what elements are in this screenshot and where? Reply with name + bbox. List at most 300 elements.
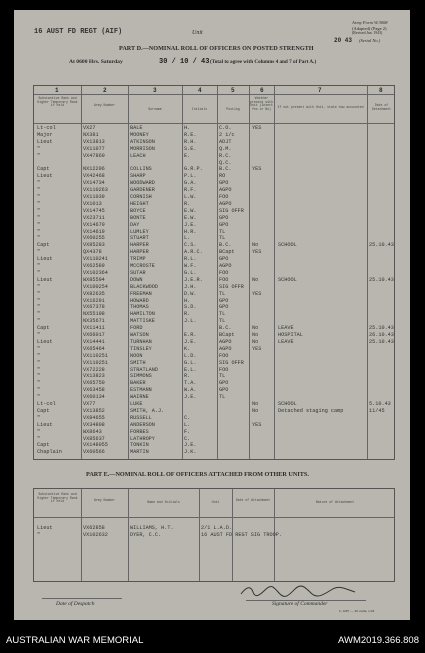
cell-name: MATTISKE <box>130 318 155 325</box>
cell-name: FORBES <box>130 428 149 435</box>
cell-name: DAY <box>130 221 140 228</box>
cell-num: NX381 <box>83 131 99 138</box>
cell-present: YES <box>252 166 262 173</box>
cell-init: J.E. <box>184 338 197 345</box>
cell-rank: Lieut <box>37 173 53 180</box>
cell-name: BOYCE <box>130 207 146 214</box>
cell-rank: Capt <box>37 325 50 332</box>
cell-name: SMITH, A.J. <box>130 407 165 414</box>
cell-init: C. <box>184 414 191 421</box>
cell-name: LUKE <box>130 401 143 407</box>
cell-init: J.K. <box>184 449 197 456</box>
cell-present: No <box>252 401 259 407</box>
signature-label: Signature of Commander <box>272 601 328 607</box>
cell-init: J.E. <box>184 442 197 449</box>
cell-num: VX47860 <box>83 152 105 159</box>
cell-rank: " <box>37 352 41 359</box>
part-d-rows <box>34 125 394 459</box>
cell-num: NX12296 <box>83 166 105 173</box>
cell-name: HARPER <box>130 249 149 256</box>
cell-init: R.L. <box>184 256 197 263</box>
cell-num: VX67378 <box>83 304 105 311</box>
cell-post: SIG OFFR <box>219 283 244 290</box>
cell-name: TINSLEY <box>130 345 152 352</box>
col-num-4: 4 <box>198 87 202 94</box>
cell-init: G.A. <box>184 180 197 187</box>
cell-name: ANDERSON <box>130 421 155 428</box>
col-num-3: 3 <box>153 87 157 94</box>
cell-post: GPO <box>219 180 229 187</box>
unit-label: Unit <box>192 30 203 36</box>
e-header-date: Date of Attachment <box>235 498 271 502</box>
cell-name: BONTE <box>130 214 146 221</box>
cell-num: VX63458 <box>83 387 105 394</box>
cell-post: BCapt <box>219 332 235 338</box>
cell-rank: " <box>37 359 41 366</box>
cell-init: K. <box>184 345 191 352</box>
cell-rank: " <box>37 297 41 304</box>
cell-name: GARDENER <box>130 187 155 194</box>
cell-num: VX60566 <box>83 449 105 456</box>
cell-date: 25.10.43 <box>369 338 394 345</box>
cell-init: G.L. <box>184 269 197 276</box>
cell-post: FOO <box>219 366 229 373</box>
date-of-despatch: Date of Despatch <box>56 601 95 607</box>
cell-present: YES <box>252 345 262 352</box>
cell-init: R. <box>184 311 191 318</box>
col-num-7: 7 <box>318 87 322 94</box>
cell-num: VX13813 <box>83 138 105 145</box>
cell-post: GPO <box>219 297 229 304</box>
cell-init: H. <box>184 297 191 304</box>
cell-init: A.R.C. <box>184 249 203 256</box>
cell-rank: Lieut <box>37 256 53 263</box>
cell-num: VX110251 <box>83 359 108 366</box>
cell-init: P.L. <box>184 173 197 180</box>
col-num-2: 2 <box>103 87 107 94</box>
col-num-8: 8 <box>379 87 383 94</box>
cell-name: HARPER <box>130 242 149 249</box>
cell-post: FOO <box>219 276 229 283</box>
cell-num: NX55198 <box>83 311 105 318</box>
cell-note: LEAVE <box>278 338 294 345</box>
cell-init: R.H. <box>184 138 197 145</box>
cell-name: STRATLAND <box>130 366 159 373</box>
cell-init: D.W. <box>184 290 197 297</box>
cell-name: SHARP <box>130 173 146 180</box>
cell-post: TL <box>219 311 226 318</box>
cell-rank: " <box>37 414 41 421</box>
cell-post: TL <box>219 373 226 380</box>
cell-post: BCapt <box>219 249 235 256</box>
cell-name: ATKINSON <box>130 138 155 145</box>
cell-rank: " <box>37 263 41 269</box>
col-num-5: 5 <box>231 87 235 94</box>
cell-name: FREEMAN <box>130 290 152 297</box>
cell-rank: Lieut <box>37 138 53 145</box>
cell-num: VX42468 <box>83 173 105 180</box>
cell-post: B.C. <box>219 242 232 249</box>
table-row <box>34 449 394 456</box>
cell-note: HOSPITAL <box>278 332 303 338</box>
cell-rank: " <box>37 283 41 290</box>
form-ref-1: Army Form W.3008 <box>352 20 388 25</box>
cell-present: No <box>252 332 259 338</box>
cell-post: AGPO <box>219 200 232 207</box>
cell-init: J.H. <box>184 283 197 290</box>
cell-num: VX85637 <box>83 435 105 442</box>
cell-rank: " <box>37 373 41 380</box>
cell-num: VX14734 <box>83 180 105 187</box>
cell-rank: " <box>37 221 41 228</box>
table-row <box>34 532 394 539</box>
cell-present: YES <box>252 290 262 297</box>
cell-present: YES <box>252 125 262 131</box>
cell-init: J.E.R. <box>184 276 203 283</box>
at-hrs-label: At 0600 Hrs. Saturday <box>69 59 123 65</box>
cell-init: W.F. <box>184 263 197 269</box>
cell-rank: Chaplain <box>37 449 62 456</box>
e-header-name: Name and Initials <box>147 500 180 504</box>
cell-present: YES <box>252 421 262 428</box>
col-num-1: 1 <box>55 87 59 94</box>
cell-rank: Lieut <box>37 525 53 531</box>
cell-name: WAIRNE <box>130 394 149 401</box>
cell-note: SCHOOL <box>278 401 297 407</box>
cell-init: L. <box>184 235 191 242</box>
cell-date: 11/45 <box>369 407 385 414</box>
cell-num: VX23711 <box>83 214 105 221</box>
cell-name: HOWARD <box>130 297 149 304</box>
cell-rank: " <box>37 187 41 194</box>
cell-name: BAKER <box>130 380 146 387</box>
cell-name: ESTMANN <box>130 387 152 394</box>
cell-num: VX84655 <box>83 414 105 421</box>
cell-rank: " <box>37 311 41 318</box>
cell-rank: Major <box>37 131 53 138</box>
form-ref-2: (Adapted) (Page 2) <box>352 26 387 31</box>
cell-init: J.L. <box>184 318 197 325</box>
cell-num: VX102364 <box>83 269 108 276</box>
cell-num: QX4378 <box>83 249 102 256</box>
cell-post: AGPO <box>219 338 232 345</box>
cell-num: VX14441 <box>83 338 105 345</box>
cell-num: VX100254 <box>83 283 108 290</box>
cell-init: T.A. <box>184 380 197 387</box>
cell-num: VX72228 <box>83 366 105 373</box>
cell-num: VX60255 <box>83 235 105 242</box>
cell-rank: " <box>37 428 41 435</box>
cell-rank: " <box>37 532 41 538</box>
cell-init: R.F. <box>184 187 197 194</box>
cell-num: VX13823 <box>83 373 105 380</box>
cell-num: VX82635 <box>83 290 105 297</box>
cell-rank: " <box>37 394 41 401</box>
cell-rank: " <box>37 387 41 394</box>
cell-num: WX85594 <box>83 276 105 283</box>
cell-name: BALE <box>130 125 143 131</box>
cell-name: DOWN <box>130 276 143 283</box>
cell-post: AGPO <box>219 263 232 269</box>
cell-date: 25.10.43 <box>369 276 394 283</box>
cell-post: FOO <box>219 194 229 200</box>
e-header-nature: Nature of Attachment <box>315 500 355 504</box>
cell-num: VX66017 <box>83 332 105 338</box>
cell-name: SUTAR <box>130 269 146 276</box>
part-e-table <box>33 488 395 582</box>
footer-bar <box>0 620 425 653</box>
cell-post: GPO <box>219 256 229 263</box>
cell-init: C. <box>184 435 191 442</box>
footer-accession: AWM2019.366.808 <box>338 635 419 646</box>
header-present: Whether present with Unit (Insert Yes or No) <box>250 96 273 111</box>
e-header-rank: Substantive Rank and Higher Temporary Rank if held <box>37 492 78 504</box>
cell-rank: " <box>37 318 41 325</box>
cell-rank: " <box>37 332 41 338</box>
header-accounted: If not present with Unit, state how accounted <box>277 105 364 109</box>
cell-rank: Lieut <box>37 421 53 428</box>
cell-init: R. <box>184 373 191 380</box>
cell-rank: Capt <box>37 442 50 449</box>
cell-rank: " <box>37 200 41 207</box>
cell-name: NOON <box>130 352 143 359</box>
cell-rank: Capt <box>37 166 50 173</box>
cell-name: STUART <box>130 235 149 242</box>
cell-num: VX14745 <box>83 207 105 214</box>
cell-num: VX34808 <box>83 421 105 428</box>
col-num-6: 6 <box>260 87 264 94</box>
cell-init: J.E. <box>184 221 197 228</box>
cell-present: No <box>252 407 259 414</box>
cell-rank: " <box>37 269 41 276</box>
cell-name: TURNHAN <box>130 338 152 345</box>
cell-init: R. <box>184 200 191 207</box>
cell-post: GPO <box>219 214 229 221</box>
cell-post: Q.C. <box>219 159 232 166</box>
cell-name: WOODWARD <box>130 180 155 187</box>
cell-name: BLACKWOOD <box>130 283 159 290</box>
header-initials: Initials <box>191 107 208 111</box>
cell-post: AGPO <box>219 187 232 194</box>
cell-post: TL <box>219 394 226 401</box>
cell-rank: Lieut <box>37 276 53 283</box>
cell-post: Q.M. <box>219 145 232 152</box>
header-army-number: Army Number <box>93 103 116 107</box>
cell-rank: " <box>37 214 41 221</box>
cell-name: TONKIN <box>130 442 149 449</box>
cell-num: WX8643 <box>83 428 102 435</box>
cell-num: VX77 <box>83 401 96 407</box>
cell-post: TL <box>219 290 226 297</box>
cell-num: VX11411 <box>83 325 105 332</box>
cell-rank: " <box>37 180 41 187</box>
cell-name: WILLIAMS, H.T. <box>130 525 174 531</box>
cell-num: VX60134 <box>83 394 105 401</box>
cell-init: L.D. <box>184 352 197 359</box>
unit-name: 16 AUST FD REGT (AIF) <box>34 28 123 36</box>
cell-name: LEACH <box>130 152 146 159</box>
cell-rank: " <box>37 249 41 256</box>
cell-name: MCCROSTE <box>130 263 155 269</box>
cell-init: J.E. <box>184 394 197 401</box>
cell-rank: " <box>37 194 41 200</box>
cell-name: HAMILTON <box>130 311 155 318</box>
cell-post: TL <box>219 318 226 325</box>
cell-rank: Capt <box>37 242 50 249</box>
cell-name: DYER, C.C. <box>130 532 162 538</box>
table-row <box>34 525 394 532</box>
cell-post: GPO <box>219 387 229 394</box>
cell-rank: " <box>37 380 41 387</box>
e-header-unit: Unit <box>211 500 220 504</box>
cell-post: TL <box>219 228 226 235</box>
cell-name: COLLINS <box>130 166 152 173</box>
cell-num: VX110241 <box>83 256 108 263</box>
cell-init: G.R.P. <box>184 166 203 173</box>
cell-init: W.A. <box>184 387 197 394</box>
cell-name: MOONEY <box>130 131 149 138</box>
cell-init: E.W. <box>184 214 197 221</box>
cell-num: VX65750 <box>83 380 105 387</box>
header-posting: Posting <box>226 107 240 111</box>
cell-note: Detached staging camp <box>278 407 344 414</box>
commander-signature <box>239 584 359 598</box>
cell-rank: Lieut <box>37 338 53 345</box>
cell-name: MARTIN <box>130 449 149 456</box>
cell-rank: " <box>37 345 41 352</box>
cell-post: GPO <box>219 304 229 311</box>
cell-rank: " <box>37 228 41 235</box>
cell-name: SMITH <box>130 359 146 366</box>
cell-init: S.D. <box>184 304 197 311</box>
cell-rank: " <box>37 366 41 373</box>
part-d-table <box>33 85 395 460</box>
cell-init: L.W. <box>184 194 197 200</box>
cell-num: VX16291 <box>83 297 105 304</box>
cell-name: TRIMP <box>130 256 146 263</box>
cell-num: VX14670 <box>83 221 105 228</box>
cell-post: RO <box>219 173 226 180</box>
cell-rank: " <box>37 290 41 297</box>
e-header-army-number: Army Number <box>93 498 116 502</box>
cell-name: WATSON <box>130 332 149 338</box>
cell-num: VX62858 <box>83 525 105 531</box>
cell-num: VX102632 <box>83 532 108 538</box>
instruction: (Total to agree with Columns 4 and 7 of Part A.) <box>210 59 317 65</box>
cell-init: H. <box>184 125 191 131</box>
cell-unit: 16 AUST FD REGT SIG TROOP. <box>201 532 282 538</box>
cell-name: LATHROPY <box>130 435 155 442</box>
cell-rank: " <box>37 435 41 442</box>
cell-post: B.C. <box>219 325 232 332</box>
cell-date: 26.10.43 <box>369 332 394 338</box>
date-hand: 30 / 10 / 43 <box>159 58 210 66</box>
cell-note: SCHOOL <box>278 242 297 249</box>
cell-post: TL <box>219 235 226 242</box>
cell-num: VX1013 <box>83 200 102 207</box>
cell-post: GPO <box>219 380 229 387</box>
document-page <box>14 10 410 620</box>
cell-name: FORD <box>130 325 143 332</box>
cell-present: No <box>252 242 259 249</box>
form-ref-3: (Revised Jan. 1943) <box>352 31 383 35</box>
header-surname: Surname <box>148 107 162 111</box>
cell-num: VX11077 <box>83 145 105 152</box>
cell-post: FOO <box>219 269 229 276</box>
cell-init: F. <box>184 428 191 435</box>
cell-post: FOO <box>219 352 229 359</box>
cell-num: VX85283 <box>83 242 105 249</box>
cell-note: LEAVE <box>278 325 294 332</box>
cell-present: No <box>252 325 259 332</box>
cell-rank: " <box>37 152 41 159</box>
cell-rank: Lt-col <box>37 125 56 131</box>
cell-name: SIMMONS <box>130 373 152 380</box>
cell-post: AGPO <box>219 345 232 352</box>
cell-post: 2 i/c <box>219 131 235 138</box>
cell-init: R.E. <box>184 131 197 138</box>
cell-num: NX35671 <box>83 318 105 325</box>
cell-post: B.C. <box>219 166 232 173</box>
cell-name: MORRISON <box>130 145 155 152</box>
cell-rank: Capt <box>37 407 50 414</box>
cell-rank: " <box>37 145 41 152</box>
cell-date: 25.10.43 <box>369 325 394 332</box>
cell-num: VX27 <box>83 125 96 131</box>
cell-init: E. <box>184 152 191 159</box>
cell-init: C.S. <box>184 242 197 249</box>
cell-name: CORNISH <box>130 194 152 200</box>
cell-present: YES <box>252 249 262 256</box>
cell-init: G.L. <box>184 359 197 366</box>
cell-rank: " <box>37 235 41 242</box>
cell-post: C.O. <box>219 125 232 131</box>
cell-rank: " <box>37 207 41 214</box>
cell-unit: 2/1 L.A.D. <box>201 525 233 531</box>
cell-name: HEIGHT <box>130 200 149 207</box>
cell-init: S.E. <box>184 145 197 152</box>
cell-present: No <box>252 338 259 345</box>
cell-post: SIG OFFR <box>219 207 244 214</box>
cell-rank: Lt-col <box>37 401 56 407</box>
cell-name: LUMLEY <box>130 228 149 235</box>
footer-institution: AUSTRALIAN WAR MEMORIAL <box>6 635 144 646</box>
cell-post: GPO <box>219 221 229 228</box>
cell-date: 25.10.43 <box>369 242 394 249</box>
part-d-title: PART D.—NOMINAL ROLL OF OFFICERS ON POSTED STRENGTH <box>119 45 314 52</box>
cell-num: VX110263 <box>83 187 108 194</box>
cell-date: 5.10.43 <box>369 401 391 407</box>
header-rank: Substantive Rank and Higher Temporary Rank if held <box>37 96 78 108</box>
cell-rank: " <box>37 304 41 311</box>
serial-label: (Serial No.) <box>359 38 381 43</box>
cell-init: E.R. <box>184 332 197 338</box>
cell-name: RUSSELL <box>130 414 152 421</box>
cell-num: VX62589 <box>83 263 105 269</box>
serial-ref: 20 43 <box>334 37 353 44</box>
cell-init: L. <box>184 421 191 428</box>
cell-post: ADJT <box>219 138 232 145</box>
cell-num: VX65464 <box>83 345 105 352</box>
cell-num: VX14619 <box>83 228 105 235</box>
part-e-rows <box>34 525 394 581</box>
cell-init: E.L. <box>184 366 197 373</box>
cell-num: VX11039 <box>83 194 105 200</box>
part-e-title: PART E.—NOMINAL ROLL OF OFFICERS ATTACHED FROM OTHER UNITS. <box>86 471 309 478</box>
header-detachment-date: Date of Detachment <box>371 103 392 111</box>
cell-post: SIG OFFR <box>219 359 244 366</box>
cell-name: THOMAS <box>130 304 149 311</box>
